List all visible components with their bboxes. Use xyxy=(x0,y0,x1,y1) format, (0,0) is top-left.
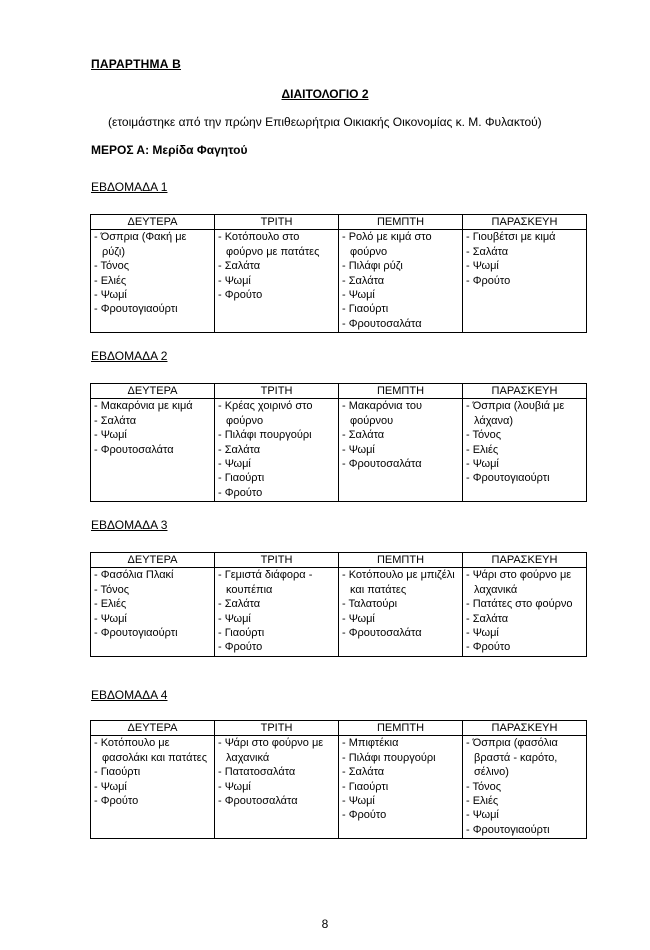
menu-item: - Σαλάτα xyxy=(342,429,385,442)
menu-item: - Φρουτογιαούρτι xyxy=(94,627,178,640)
menu-item: - Πατατοσαλάτα xyxy=(218,766,296,779)
menu-item: - Φρουτοσαλάτα xyxy=(342,317,422,330)
day-header: ΔΕΥΤΕΡΑ xyxy=(91,721,215,736)
week-heading: ΕΒΔΟΜΑΔΑ 2 xyxy=(91,349,168,363)
menu-item: - Πατάτες στο φούρνο xyxy=(466,598,573,611)
menu-row xyxy=(91,399,587,502)
day-menu-cell xyxy=(339,230,463,333)
menu-item: - Φρουτογιαούρτι xyxy=(466,823,550,836)
menu-item: - Ελιές xyxy=(94,274,127,287)
menu-item: - Φρουτοσαλάτα xyxy=(94,443,174,456)
menu-item: - Μακαρόνια του φούρνου xyxy=(342,400,423,427)
menu-item: - Ψωμί xyxy=(342,795,375,808)
menu-item: - Φρούτο xyxy=(342,809,387,822)
part-heading: ΜΕΡΟΣ Α: Μερίδα Φαγητού xyxy=(91,143,248,157)
day-header: ΠΑΡΑΣΚΕΥΗ xyxy=(463,384,587,399)
menu-item: - Γιουβέτσι με κιμά xyxy=(466,231,556,244)
menu-item: - Γεμιστά διάφορα - κουπέπια xyxy=(218,569,313,596)
menu-item: - Φρούτο xyxy=(94,795,139,808)
menu-item: - Φρουτογιαούρτι xyxy=(94,303,178,316)
menu-item: - Σαλάτα xyxy=(218,598,261,611)
menu-row xyxy=(91,230,587,333)
menu-item: - Ψωμί xyxy=(466,260,499,273)
menu-item: - Φρουτογιαούρτι xyxy=(466,472,550,485)
menu-item: - Γιαούρτι xyxy=(342,303,389,316)
menu-item: - Σαλάτα xyxy=(218,260,261,273)
menu-item: - Τόνος xyxy=(466,429,502,442)
menu-item: - Ρολό με κιμά στο φούρνο xyxy=(342,231,432,258)
menu-item: - Φασόλια Πλακί xyxy=(94,569,174,582)
week-menu-table xyxy=(90,720,587,839)
day-menu-cell xyxy=(91,230,215,333)
menu-item: - Ψάρι στο φούρνο με λαχανικά xyxy=(466,569,572,596)
menu-item: - Σαλάτα xyxy=(218,443,261,456)
day-header-row xyxy=(91,215,587,230)
menu-item: - Ψωμί xyxy=(466,627,499,640)
week-menu-table xyxy=(90,214,587,333)
day-menu-cell xyxy=(215,736,339,839)
menu-item: - Όσπρια (Φακή με ρύζι) xyxy=(94,231,187,258)
menu-item: - Τόνος xyxy=(94,260,130,273)
day-header: ΔΕΥΤΕΡΑ xyxy=(91,215,215,230)
menu-item: - Τόνος xyxy=(94,583,130,596)
menu-item: - Ψωμί xyxy=(94,289,127,302)
menu-item: - Ψωμί xyxy=(342,612,375,625)
menu-item: - Φρούτο xyxy=(218,486,263,499)
menu-item: - Φρούτο xyxy=(466,641,511,654)
menu-item: - Γιαούρτι xyxy=(94,766,141,779)
menu-row xyxy=(91,736,587,839)
menu-item: - Φρούτο xyxy=(218,641,263,654)
day-menu-cell xyxy=(463,736,587,839)
menu-item: - Ψωμί xyxy=(218,780,251,793)
diet-title xyxy=(0,87,650,101)
menu-item: - Μπιφτέκια xyxy=(342,737,399,750)
day-menu-cell xyxy=(463,568,587,656)
menu-item: - Φρούτο xyxy=(218,289,263,302)
menu-item: - Ψωμί xyxy=(466,809,499,822)
menu-item: - Γιαούρτι xyxy=(218,472,265,485)
day-header: ΠΕΜΠΤΗ xyxy=(339,721,463,736)
day-header: ΠΑΡΑΣΚΕΥΗ xyxy=(463,215,587,230)
menu-item: - Ελιές xyxy=(466,443,499,456)
page-number: 8 xyxy=(321,917,329,931)
day-header-row xyxy=(91,384,587,399)
menu-item: - Ψωμί xyxy=(94,429,127,442)
menu-item: - Ελιές xyxy=(466,795,499,808)
day-header: ΤΡΙΤΗ xyxy=(215,553,339,568)
day-menu-cell xyxy=(463,399,587,502)
day-header-row xyxy=(91,553,587,568)
day-header-row xyxy=(91,721,587,736)
menu-item: - Πιλάφι ρύζι xyxy=(342,260,403,273)
day-menu-cell xyxy=(215,568,339,656)
day-header: ΔΕΥΤΕΡΑ xyxy=(91,384,215,399)
day-menu-cell xyxy=(215,399,339,502)
menu-item: - Ελιές xyxy=(94,598,127,611)
menu-item: - Γιαούρτι xyxy=(218,627,265,640)
diet-title-text: ΔΙΑΙΤΟΛΟΓΙΟ 2 xyxy=(281,87,369,101)
menu-item: - Όσπρια (φασόλια βραστά - καρότο, σέλινο) xyxy=(466,737,558,779)
week-heading: ΕΒΔΟΜΑΔΑ 3 xyxy=(91,518,168,532)
appendix-heading: ΠΑΡΑΡΤΗΜΑ Β xyxy=(91,57,181,71)
day-menu-cell xyxy=(91,568,215,656)
week-heading: ΕΒΔΟΜΑΔΑ 4 xyxy=(91,688,168,702)
menu-item: - Κοτόπουλο με φασολάκι και πατάτες xyxy=(94,737,207,764)
menu-item: - Σαλάτα xyxy=(466,612,509,625)
menu-item: - Ψωμί xyxy=(218,458,251,471)
day-menu-cell xyxy=(91,736,215,839)
day-menu-cell xyxy=(463,230,587,333)
menu-item: - Ψωμί xyxy=(94,612,127,625)
menu-item: - Ψωμί xyxy=(218,274,251,287)
day-menu-cell xyxy=(91,399,215,502)
menu-item: - Φρούτο xyxy=(466,274,511,287)
day-header: ΤΡΙΤΗ xyxy=(215,384,339,399)
day-header: ΠΕΜΠΤΗ xyxy=(339,553,463,568)
menu-item: - Ψωμί xyxy=(94,780,127,793)
menu-item: - Ψωμί xyxy=(342,443,375,456)
menu-item: - Κρέας χοιρινό στο φούρνο xyxy=(218,400,313,427)
day-header: ΠΑΡΑΣΚΕΥΗ xyxy=(463,721,587,736)
day-menu-cell xyxy=(339,399,463,502)
day-header: ΤΡΙΤΗ xyxy=(215,721,339,736)
menu-item: - Μακαρόνια με κιμά xyxy=(94,400,193,413)
menu-item: - Φρουτοσαλάτα xyxy=(218,795,298,808)
day-menu-cell xyxy=(339,736,463,839)
day-menu-cell xyxy=(215,230,339,333)
menu-item: - Σαλάτα xyxy=(94,414,137,427)
menu-item: - Φρουτοσαλάτα xyxy=(342,458,422,471)
menu-item: - Ψάρι στο φούρνο με λαχανικά xyxy=(218,737,324,764)
menu-item: - Κοτόπουλο στο φούρνο με πατάτες xyxy=(218,231,320,258)
day-menu-cell xyxy=(339,568,463,656)
menu-item: - Ψωμί xyxy=(466,458,499,471)
menu-item: - Ψωμί xyxy=(218,612,251,625)
menu-row xyxy=(91,568,587,656)
week-menu-table xyxy=(90,383,587,502)
menu-item: - Σαλάτα xyxy=(342,274,385,287)
week-heading: ΕΒΔΟΜΑΔΑ 1 xyxy=(91,180,168,194)
menu-item: - Ταλατούρι xyxy=(342,598,398,611)
day-header: ΠΕΜΠΤΗ xyxy=(339,215,463,230)
menu-item: - Ψωμί xyxy=(342,289,375,302)
menu-item: - Τόνος xyxy=(466,780,502,793)
menu-item: - Όσπρια (λουβιά με λάχανα) xyxy=(466,400,565,427)
menu-item: - Κοτόπουλο με μπιζέλι και πατάτες xyxy=(342,569,455,596)
day-header: ΠΕΜΠΤΗ xyxy=(339,384,463,399)
prepared-by-note: (ετοιμάστηκε από την πρώην Επιθεωρήτρια Οικιακής Οικονομίας κ. Μ. Φυλακτού) xyxy=(108,115,542,129)
day-header: ΤΡΙΤΗ xyxy=(215,215,339,230)
menu-item: - Σαλάτα xyxy=(342,766,385,779)
menu-item: - Σαλάτα xyxy=(466,245,509,258)
menu-item: - Πιλάφι πουργούρι xyxy=(342,751,436,764)
menu-item: - Πιλάφι πουργούρι xyxy=(218,429,312,442)
day-header: ΠΑΡΑΣΚΕΥΗ xyxy=(463,553,587,568)
day-header: ΔΕΥΤΕΡΑ xyxy=(91,553,215,568)
week-menu-table xyxy=(90,552,587,657)
menu-item: - Γιαούρτι xyxy=(342,780,389,793)
menu-item: - Φρουτοσαλάτα xyxy=(342,627,422,640)
